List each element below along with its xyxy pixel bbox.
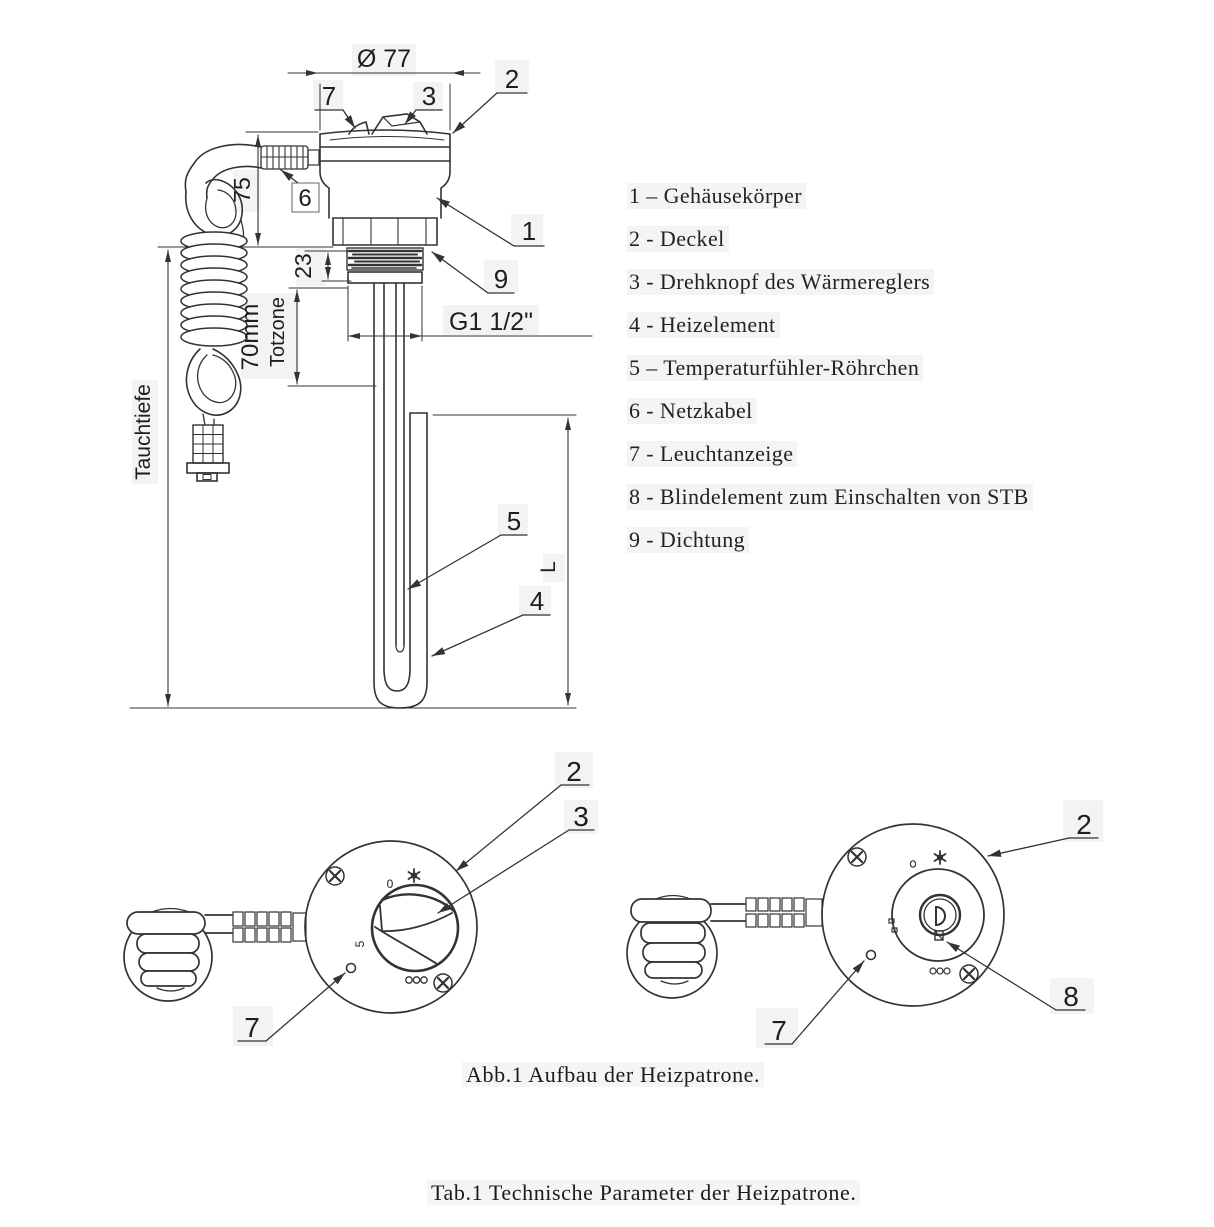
legend-item-6: 6 - Netzkabel [627, 399, 1097, 423]
legend-item-2: 2 - Deckel [627, 227, 1097, 251]
dim-tauchtiefe-label: Tauchtiefe [132, 384, 155, 480]
legend-item-8: 8 - Blindelement zum Einschalten von STB [627, 485, 1097, 509]
cable-left-view [124, 909, 306, 1002]
callout-4: 4 [529, 586, 545, 616]
legend-item-5: 5 – Temperaturfühler-Röhrchen [627, 356, 1097, 380]
bottom-view-knob-removed [627, 824, 1098, 1044]
flange [348, 272, 422, 283]
callout-7-left-view: 7 [244, 1012, 260, 1043]
callout-2: 2 [504, 64, 520, 94]
housing-body [320, 161, 450, 218]
blind-element [936, 907, 945, 925]
tubes [374, 283, 427, 708]
indicator-light-right [867, 951, 876, 960]
callout-9: 9 [493, 264, 509, 294]
bottom-left-labels [244, 756, 589, 1043]
legend-item-4: 4 - Heizelement [627, 313, 1097, 337]
callout-6: 6 [298, 185, 312, 212]
scale-dots [406, 977, 427, 983]
callout-7: 7 [321, 81, 337, 111]
cap-outline [320, 130, 450, 161]
frost-symbol-icon [409, 869, 420, 882]
dim-diameter-label: Ø 77 [356, 45, 412, 73]
figure-caption: Abb.1 Aufbau der Heizpatrone. [462, 1062, 764, 1088]
screw-icon-right [848, 848, 978, 983]
callout-3: 3 [421, 81, 437, 111]
dim-thread-size-label: G1 1/2" [449, 308, 533, 336]
callout-7-right-view: 7 [771, 1015, 787, 1046]
dim-length-label: L [537, 561, 560, 573]
cable-plug-end [186, 349, 240, 481]
parts-legend [627, 184, 1097, 571]
dim-23-label: 23 [290, 253, 316, 279]
table-caption: Tab.1 Technische Parameter der Heizpatrone. [427, 1180, 860, 1206]
legend-item-9: 9 - Dichtung [627, 528, 1097, 552]
legend-item-7: 7 - Leuchtanzeige [627, 442, 1097, 466]
callout-5: 5 [506, 506, 522, 536]
dim-totzone-label: Totzone [267, 296, 289, 368]
knob-mark-zero: 0 [386, 877, 394, 891]
callout-1: 1 [521, 216, 537, 246]
bottom-right-labels [771, 809, 1092, 1046]
callout-8-right-view: 8 [1063, 981, 1079, 1012]
legend-item-3: 3 - Drehknopf des Wärmereglers [627, 270, 1097, 294]
hex-nut [333, 218, 437, 245]
knob-mark-five: 5 [353, 940, 367, 948]
thermostat-recess [892, 869, 984, 961]
cable-right-view [627, 896, 822, 999]
extension-lines [130, 84, 576, 708]
indicator-light [347, 964, 356, 973]
thread-and-seal [347, 248, 423, 270]
dim-75-label: 75 [229, 177, 255, 203]
bottom-view-with-knob [124, 785, 594, 1041]
callout-2-right-view: 2 [1076, 809, 1092, 840]
knob-face [372, 885, 458, 971]
dim-70mm-label: 70mm [237, 303, 264, 371]
frost-symbol-icon-right [935, 851, 946, 864]
legend-item-1: 1 – Gehäusekörper [627, 184, 1097, 208]
callout-3-left-view: 3 [573, 801, 589, 832]
callout-2-left-view: 2 [566, 756, 582, 787]
